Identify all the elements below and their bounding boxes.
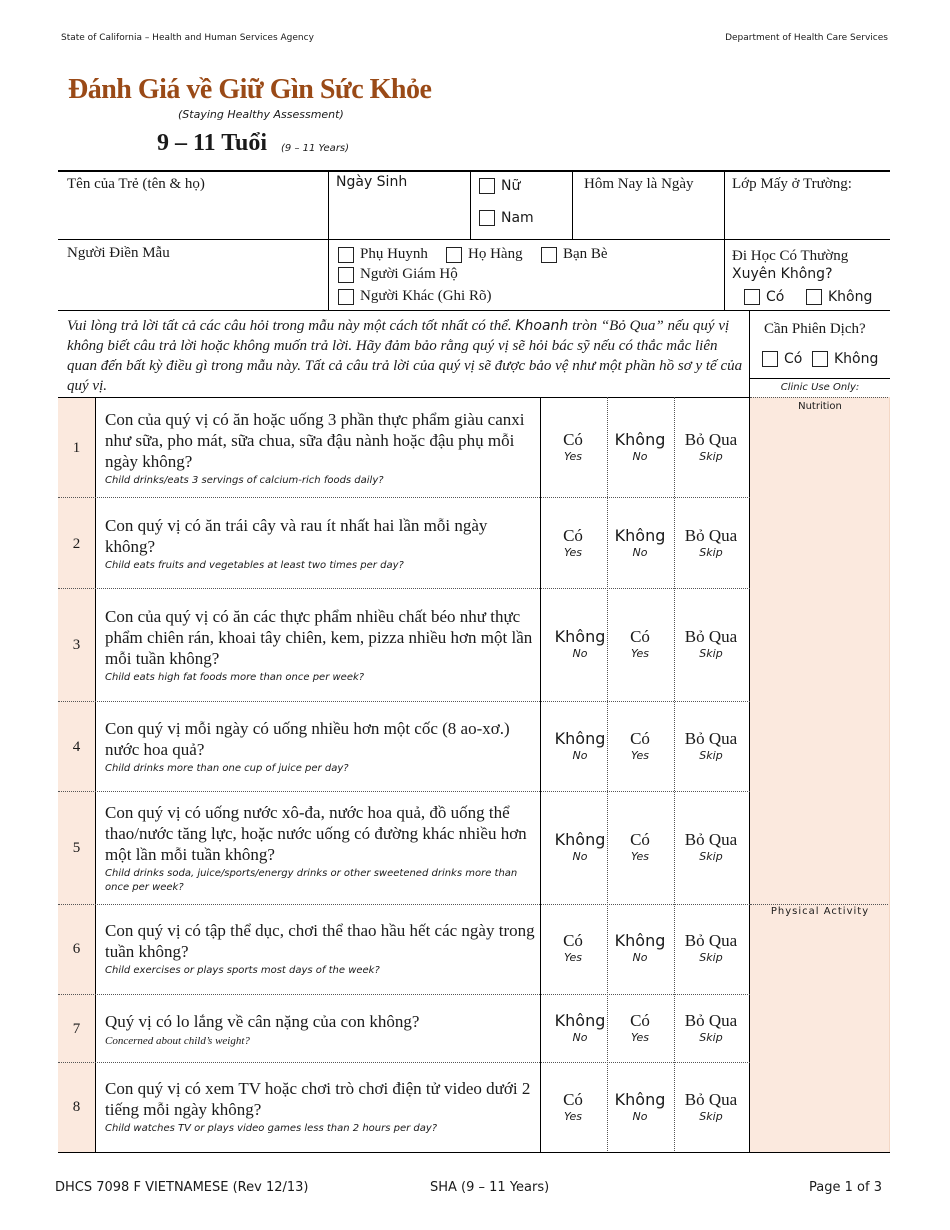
- question-text: Con quý vị có uống nước xô-đa, nước hoa quả, đồ uống thể thao/nước tăng lực, hoặc nước uống có đường khác nhiều hơn một lần mỗi tuần không? Child drinks soda, juice/sports/energy drinks or other sweetened drinks more than once per week?: [105, 803, 527, 893]
- col-divider: [674, 397, 675, 1153]
- age-range-english: (9 – 11 Years): [281, 143, 350, 154]
- table-border-top: [58, 170, 890, 172]
- school-attendance-label: Đi Học Có Thường: [732, 248, 849, 264]
- department-header: Department of Health Care Services: [725, 33, 888, 43]
- answer-option[interactable]: Không No: [554, 1011, 606, 1044]
- answer-option[interactable]: Bỏ Qua Skip: [684, 1090, 738, 1123]
- age-range: 9 – 11 Tuổi: [157, 130, 268, 156]
- school-yes-checkbox[interactable]: [744, 289, 760, 305]
- answer-option[interactable]: Bỏ Qua Skip: [684, 729, 738, 762]
- question-text: Quý vị có lo lắng về cân nặng của con không? Concerned about child’s weight?: [105, 1012, 420, 1047]
- question-text: Con quý vị mỗi ngày có uống nhiều hơn một cốc (8 ao-xơ.) nước hoa quả? Child drinks more than one cup of juice per day?: [105, 719, 510, 774]
- clinic-divider: [750, 397, 890, 398]
- row-divider: [58, 239, 890, 240]
- guardian-checkbox[interactable]: [338, 267, 354, 283]
- answer-option[interactable]: Có Yes: [563, 526, 583, 559]
- friend-checkbox[interactable]: [541, 247, 557, 263]
- answer-option[interactable]: Có Yes: [563, 931, 583, 964]
- questions-top-border: [58, 397, 750, 398]
- question-number: 6: [72, 941, 81, 957]
- today-date-label: Hôm Nay là Ngày: [584, 176, 694, 192]
- other-checkbox[interactable]: [338, 289, 354, 305]
- school-attendance-label-2: Xuyên Không?: [732, 266, 833, 282]
- question-number: 7: [72, 1021, 81, 1037]
- answer-option[interactable]: Có Yes: [630, 729, 650, 762]
- child-name-label: Tên của Trẻ (tên & họ): [67, 176, 205, 192]
- answer-option[interactable]: Không No: [614, 1090, 666, 1123]
- sex-female-option[interactable]: Nữ: [479, 177, 520, 195]
- answer-option[interactable]: Có Yes: [630, 627, 650, 660]
- filler-friend-option[interactable]: Bạn Bè: [541, 245, 608, 263]
- answer-option[interactable]: Bỏ Qua Skip: [684, 1011, 738, 1044]
- grade-label: Lớp Mấy ở Trường:: [732, 176, 852, 192]
- answer-option[interactable]: Không No: [614, 430, 666, 463]
- dob-label: Ngày Sinh: [336, 174, 408, 190]
- interpreter-no-checkbox[interactable]: [812, 351, 828, 367]
- row-divider: [58, 994, 750, 995]
- page-title: Đánh Giá về Giữ Gìn Sức Khỏe: [68, 74, 432, 105]
- clinic-use-panel: [750, 397, 890, 1153]
- answer-option[interactable]: Bỏ Qua Skip: [684, 931, 738, 964]
- col-divider: [470, 170, 471, 239]
- question-number: 2: [72, 536, 81, 552]
- answer-option[interactable]: Có Yes: [563, 430, 583, 463]
- clinic-use-label: Clinic Use Only:: [780, 382, 860, 393]
- form-name: SHA (9 – 11 Years): [430, 1180, 550, 1195]
- sex-male-option[interactable]: Nam: [479, 209, 534, 227]
- filler-relative-option[interactable]: Họ Hàng: [446, 245, 523, 263]
- panel-edge: [889, 397, 890, 1153]
- agency-header: State of California – Health and Human Services Agency: [61, 33, 314, 43]
- answer-option[interactable]: Không No: [614, 931, 666, 964]
- row-divider: [58, 310, 890, 311]
- row-divider: [58, 588, 750, 589]
- col-divider: [95, 397, 96, 1153]
- question-text: Con quý vị có ăn trái cây và rau ít nhất hai lần mỗi ngày không? Child eats fruits and vegetables at least two times per day?: [105, 516, 488, 571]
- answer-option[interactable]: Không No: [554, 830, 606, 863]
- answer-option[interactable]: Không No: [554, 729, 606, 762]
- answer-option[interactable]: Không No: [554, 627, 606, 660]
- clinic-divider: [750, 904, 890, 905]
- question-number-column: [58, 397, 95, 1153]
- question-number: 3: [72, 637, 81, 653]
- question-number: 8: [72, 1099, 81, 1115]
- row-divider: [58, 791, 750, 792]
- answer-option[interactable]: Bỏ Qua Skip: [684, 526, 738, 559]
- col-divider: [540, 397, 541, 1153]
- female-checkbox[interactable]: [479, 178, 495, 194]
- page-subtitle: (Staying Healthy Assessment): [178, 108, 344, 121]
- row-divider: [58, 904, 750, 905]
- interpreter-no-option[interactable]: Không: [812, 350, 878, 368]
- nutrition-label: Nutrition: [798, 401, 842, 412]
- col-divider: [572, 170, 573, 239]
- male-checkbox[interactable]: [479, 210, 495, 226]
- questions-bottom-border: [58, 1152, 890, 1153]
- answer-option[interactable]: Có Yes: [630, 1011, 650, 1044]
- instructions-text: Vui lòng trả lời tất cả các câu hỏi trong mẫu này một cách tốt nhất có thể. Khoanh tròn “Bỏ Qua” nếu quý vị không biết câu trả lời hoặc không muốn trả lời. Hãy đảm bảo rằng quý vị sẽ hỏi bác sỹ nếu có thắc mắc liên quan đến bất kỳ điều gì trong mẫu này. Tất cả câu trả lời của quý vị sẽ được bảo vệ như một phần hồ sơ y tế của quý vị.: [67, 318, 743, 394]
- school-yes-option[interactable]: Có: [744, 288, 784, 306]
- filler-other-option[interactable]: Người Khác (Ghi Rõ): [338, 287, 491, 305]
- form-filler-label: Người Điền Mẫu: [67, 245, 170, 261]
- answer-option[interactable]: Bỏ Qua Skip: [684, 830, 738, 863]
- interpreter-label: Cần Phiên Dịch?: [764, 321, 866, 337]
- answer-option[interactable]: Bỏ Qua Skip: [684, 430, 738, 463]
- question-text: Con của quý vị có ăn hoặc uống 3 phần thực phẩm giàu canxi như sữa, pho mát, sữa chua, sữa đậu nành hoặc đậu phụ mỗi ngày không? Child drinks/eats 3 servings of calcium-rich foods daily?: [105, 410, 525, 486]
- answer-option[interactable]: Có Yes: [563, 1090, 583, 1123]
- question-number: 4: [72, 739, 81, 755]
- col-divider: [328, 170, 329, 310]
- filler-guardian-option[interactable]: Người Giám Hộ: [338, 265, 458, 283]
- relative-checkbox[interactable]: [446, 247, 462, 263]
- answer-option[interactable]: Bỏ Qua Skip: [684, 627, 738, 660]
- question-text: Con quý vị có xem TV hoặc chơi trò chơi điện tử video dưới 2 tiếng mỗi ngày không? Child watches TV or plays video games less than 2 hours per day?: [105, 1079, 531, 1134]
- school-no-checkbox[interactable]: [806, 289, 822, 305]
- col-divider: [724, 170, 725, 310]
- question-text: Con của quý vị có ăn các thực phẩm nhiều chất béo như thực phẩm chiên rán, khoai tây chiên, kem, pizza nhiều hơn một lần mỗi tuần không? Child eats high fat foods more than once per week?: [105, 607, 533, 683]
- row-divider: [58, 701, 750, 702]
- answer-option[interactable]: Không No: [614, 526, 666, 559]
- row-divider: [58, 497, 750, 498]
- parent-checkbox[interactable]: [338, 247, 354, 263]
- question-text: Con quý vị có tập thể dục, chơi thể thao hầu hết các ngày trong tuần không? Child exercises or plays sports most days of the week?: [105, 921, 535, 976]
- physical-activity-label: Physical Activity: [770, 906, 870, 917]
- form-id: DHCS 7098 F VIETNAMESE (Rev 12/13): [55, 1180, 309, 1195]
- page-number: Page 1 of 3: [809, 1180, 882, 1195]
- question-number: 1: [72, 440, 81, 456]
- question-number: 5: [72, 840, 81, 856]
- answer-option[interactable]: Có Yes: [630, 830, 650, 863]
- interpreter-divider: [749, 378, 890, 379]
- row-divider: [58, 1062, 750, 1063]
- filler-parent-option[interactable]: Phụ Huynh: [338, 245, 428, 263]
- interpreter-yes-checkbox[interactable]: [762, 351, 778, 367]
- interpreter-yes-option[interactable]: Có: [762, 350, 802, 368]
- school-no-option[interactable]: Không: [806, 288, 872, 306]
